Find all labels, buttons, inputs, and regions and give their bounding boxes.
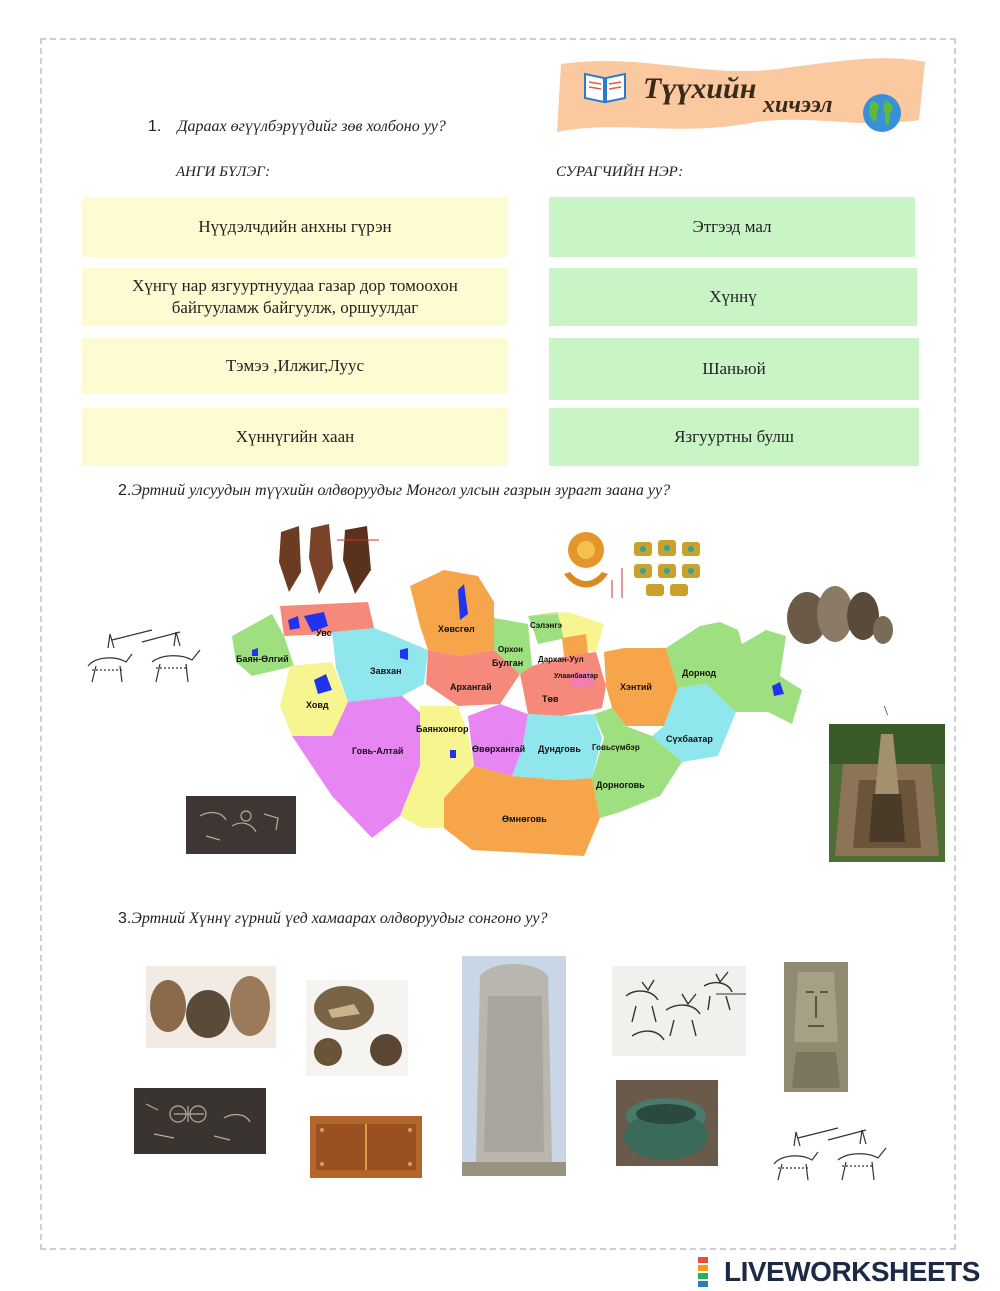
question-1-text: Дараах өгүүлбэрүүдийг зөв холбоно уу? (177, 118, 446, 135)
map-label-orkhon: Орхон (498, 645, 523, 654)
q3-horse-rider-drawing-image[interactable] (768, 1124, 894, 1182)
banner-title-word1: Түүхийн (643, 72, 757, 105)
liveworksheets-logo-icon (698, 1257, 724, 1287)
map-label-arkhangai: Архангай (450, 682, 492, 692)
left-item-3[interactable]: Тэмээ ,Илжиг,Луус (82, 338, 508, 394)
map-label-khovsgol: Хөвсгөл (438, 624, 475, 634)
map-province-khovsgol[interactable] (410, 570, 494, 656)
right-item-1[interactable]: Этгээд мал (549, 197, 915, 257)
q3-deer-petroglyph-image[interactable] (612, 966, 746, 1056)
left-item-2[interactable]: Хүнгү нар язгууртнуудаа газар дор томоохон байгууламж байгуулж, оршуулдаг (82, 268, 508, 326)
q3-chariot-petroglyph-image[interactable] (134, 1088, 266, 1154)
map-label-govi-altai: Говь-Алтай (352, 746, 404, 756)
map-label-sukhbaatar: Сүхбаатар (666, 734, 713, 744)
left-column-header: АНГИ БҮЛЭГ: (176, 164, 271, 180)
map-label-bayankhongor: Баянхонгор (416, 724, 469, 734)
question-1-number: 1. (148, 118, 162, 135)
question-1 (148, 118, 446, 136)
map-label-darkhan-uul: Дархан-Уул (538, 655, 584, 664)
liveworksheets-logo[interactable] (698, 1256, 980, 1288)
question-3-text: Эртний Хүннү гүрний үед хамаарах олдворуудыг сонгоно уу? (131, 910, 548, 927)
banner-title-word2: хичээл (763, 92, 833, 118)
map-label-omnogovi: Өмнөговь (502, 814, 547, 824)
noble-tomb-image[interactable] (829, 724, 945, 862)
question-3 (118, 910, 547, 928)
horse-rider-drawing-image[interactable] (82, 626, 208, 684)
q3-clay-pots-image[interactable] (146, 966, 276, 1048)
q3-rust-panel-image[interactable] (310, 1116, 422, 1178)
map-label-dornod: Дорнод (682, 668, 717, 678)
globe-icon (861, 92, 903, 134)
book-icon (583, 70, 627, 104)
map-label-dornogovi: Дорноговь (596, 780, 645, 790)
lesson-banner (555, 50, 927, 136)
question-2-number: 2. (118, 482, 132, 499)
map-label-selenge: Сэлэнгэ (530, 621, 563, 630)
right-item-3[interactable]: Шаньюй (549, 338, 919, 400)
map-label-dundgovi: Дундговь (538, 744, 581, 754)
map-label-tov: Төв (542, 694, 559, 704)
map-label-bayan-olgii: Баян-Өлгий (236, 654, 289, 664)
question-2 (118, 482, 670, 500)
right-column-header: СУРАГЧИЙН НЭР: (556, 164, 684, 180)
q3-stone-face-image[interactable] (784, 962, 848, 1092)
map-province-zavkhan[interactable] (332, 628, 428, 702)
map-province-omnogovi[interactable] (444, 766, 600, 856)
left-item-1[interactable]: Нүүдэлчдийн анхны гүрэн (82, 197, 508, 257)
map-label-bulgan: Булган (492, 658, 524, 668)
map-label-zavkhan: Завхан (370, 666, 402, 676)
pointer-mark: \ (884, 704, 888, 719)
right-item-4[interactable]: Язгууртны булш (549, 408, 919, 466)
map-label-ovorkhangai: Өвөрхангай (472, 744, 526, 754)
map-label-govisumber: Говьсүмбэр (592, 743, 640, 752)
q3-stone-stele-image[interactable] (462, 956, 566, 1176)
q3-bronze-cauldron-image[interactable] (616, 1080, 718, 1166)
liveworksheets-brand: LIVEWORKSHEETS (724, 1256, 980, 1287)
q3-bronze-plaques-image[interactable] (306, 980, 408, 1076)
question-3-number: 3. (118, 910, 132, 927)
question-2-text: Эртний улсуудын түүхийн олдворуудыг Монгол улсын газрын зурагт заана уу? (131, 482, 671, 499)
map-label-khentii: Хэнтий (620, 682, 652, 692)
right-item-2[interactable]: Хүннү (549, 268, 917, 326)
map-label-ulaanbaatar: Улаанбаатар (554, 673, 599, 680)
left-item-4[interactable]: Хүннүгийн хаан (82, 408, 508, 466)
map-label-khovd: Ховд (306, 700, 329, 710)
map-label-uvs: Увс (316, 628, 332, 638)
mongolia-map[interactable] (232, 566, 804, 866)
